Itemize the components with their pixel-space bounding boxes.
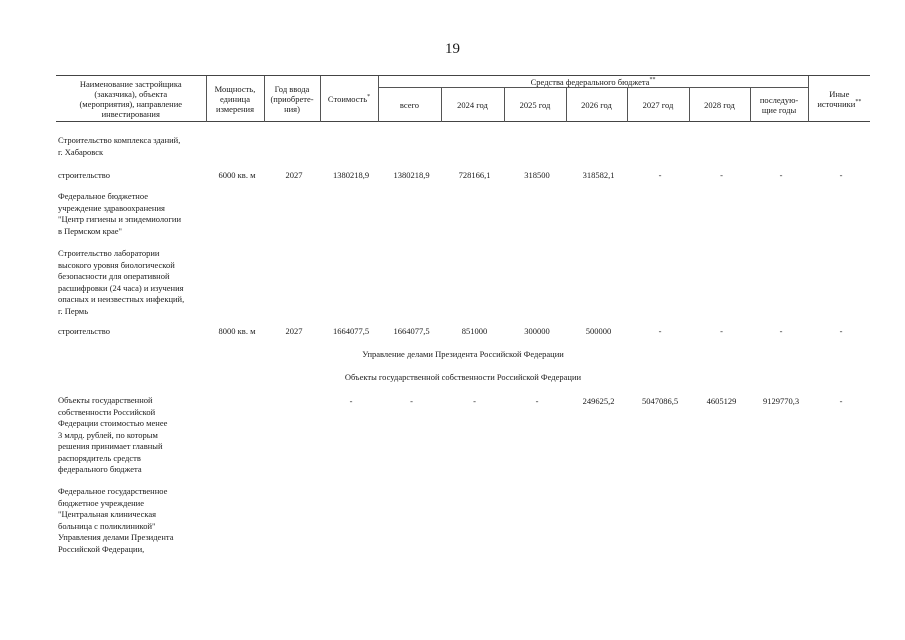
section-heading-state-property: Объекты государственной собственности Российской Федерации [344,372,582,382]
row3-other: - [839,396,843,406]
row1-year: 2027 [285,170,303,180]
row1-2025: 318500 [524,170,550,180]
section-heading-admin: Управление делами Президента Российской Федерации [362,349,564,359]
row1-next: - [779,170,783,180]
table-header [56,75,870,122]
row2-2028: - [720,326,723,336]
row2-other: - [839,326,843,336]
row3-2026: 249625,2 [582,396,615,406]
row2-2025: 300000 [524,326,550,336]
row1-2026: 318582,1 [582,170,615,180]
row2-year: 2027 [285,326,303,336]
header-2027: 2027 год [627,88,689,122]
row3-2024: - [473,396,476,406]
row2-name: строительство [58,326,110,336]
row1-other: - [839,170,843,180]
row1-total: 1380218,9 [393,170,430,180]
row3-next: 9129770,3 [762,396,800,406]
row2-capacity: 8000 кв. м [218,326,256,336]
header-federal-budget: Средства федерального бюджета** [378,76,808,88]
header-2026: 2026 год [566,88,627,122]
object-name-khabarovsk: Строительство комплекса зданий, г. Хабаровск [58,135,181,157]
row1-2024: 728166,1 [458,170,491,180]
row3-cost: - [349,396,353,406]
row1-capacity: 6000 кв. м [218,170,256,180]
row1-cost: 1380218,9 [332,170,370,180]
object-name-perm-center: Федеральное бюджетное учреждение здравоохранения "Центр гигиены и эпидемиологии в Пермском крае" [58,191,182,236]
row2-2027: - [658,326,662,336]
header-year: Год ввода (приобрете- ния) [264,76,320,122]
object-name-state-property: Объекты государственной собственности Российской Федерации стоимостью менее 3 млрд. рублей, по которым решения принимает главный распорядитель средств федерального бюджета [58,395,168,474]
row2-2026: 500000 [585,326,612,336]
row1-name: строительство [58,170,110,180]
row2-next: - [779,326,783,336]
header-2024: 2024 год [441,88,504,122]
row2-total: 1664077,5 [393,326,430,336]
row3-2025: - [535,396,539,406]
header-next-years: последую- щие годы [750,88,808,122]
header-other-sources: Иные источники** [808,76,870,122]
object-name-central-hospital: Федеральное государственное бюджетное учреждение "Центральная клиническая больница с поликлиникой" Управления делами Президента Российской Федерации, [58,486,174,554]
header-2025: 2025 год [504,88,566,122]
header-name: Наименование застройщика (заказчика), объекта (мероприятия), направление инвестирования [56,76,206,122]
row2-2024: 851000 [461,326,488,336]
row2-cost: 1664077,5 [332,326,370,336]
row3-total: - [410,396,413,406]
page-number: 19 [445,41,460,57]
row1-2028: - [720,170,723,180]
header-2028: 2028 год [689,88,750,122]
row3-2028: 4605129 [706,396,737,406]
row1-2027: - [658,170,662,180]
row3-2027: 5047086,5 [641,396,679,406]
header-total: всего [378,88,441,122]
object-name-perm-lab: Строительство лаборатории высокого уровня биологической безопасности для оперативной расшифровки (24 часа) и изучения опасных и неизвестных инфекций, г. Пермь [58,248,185,316]
header-cost: Стоимость* [320,76,378,122]
header-capacity: Мощность, единица измерения [206,76,264,122]
